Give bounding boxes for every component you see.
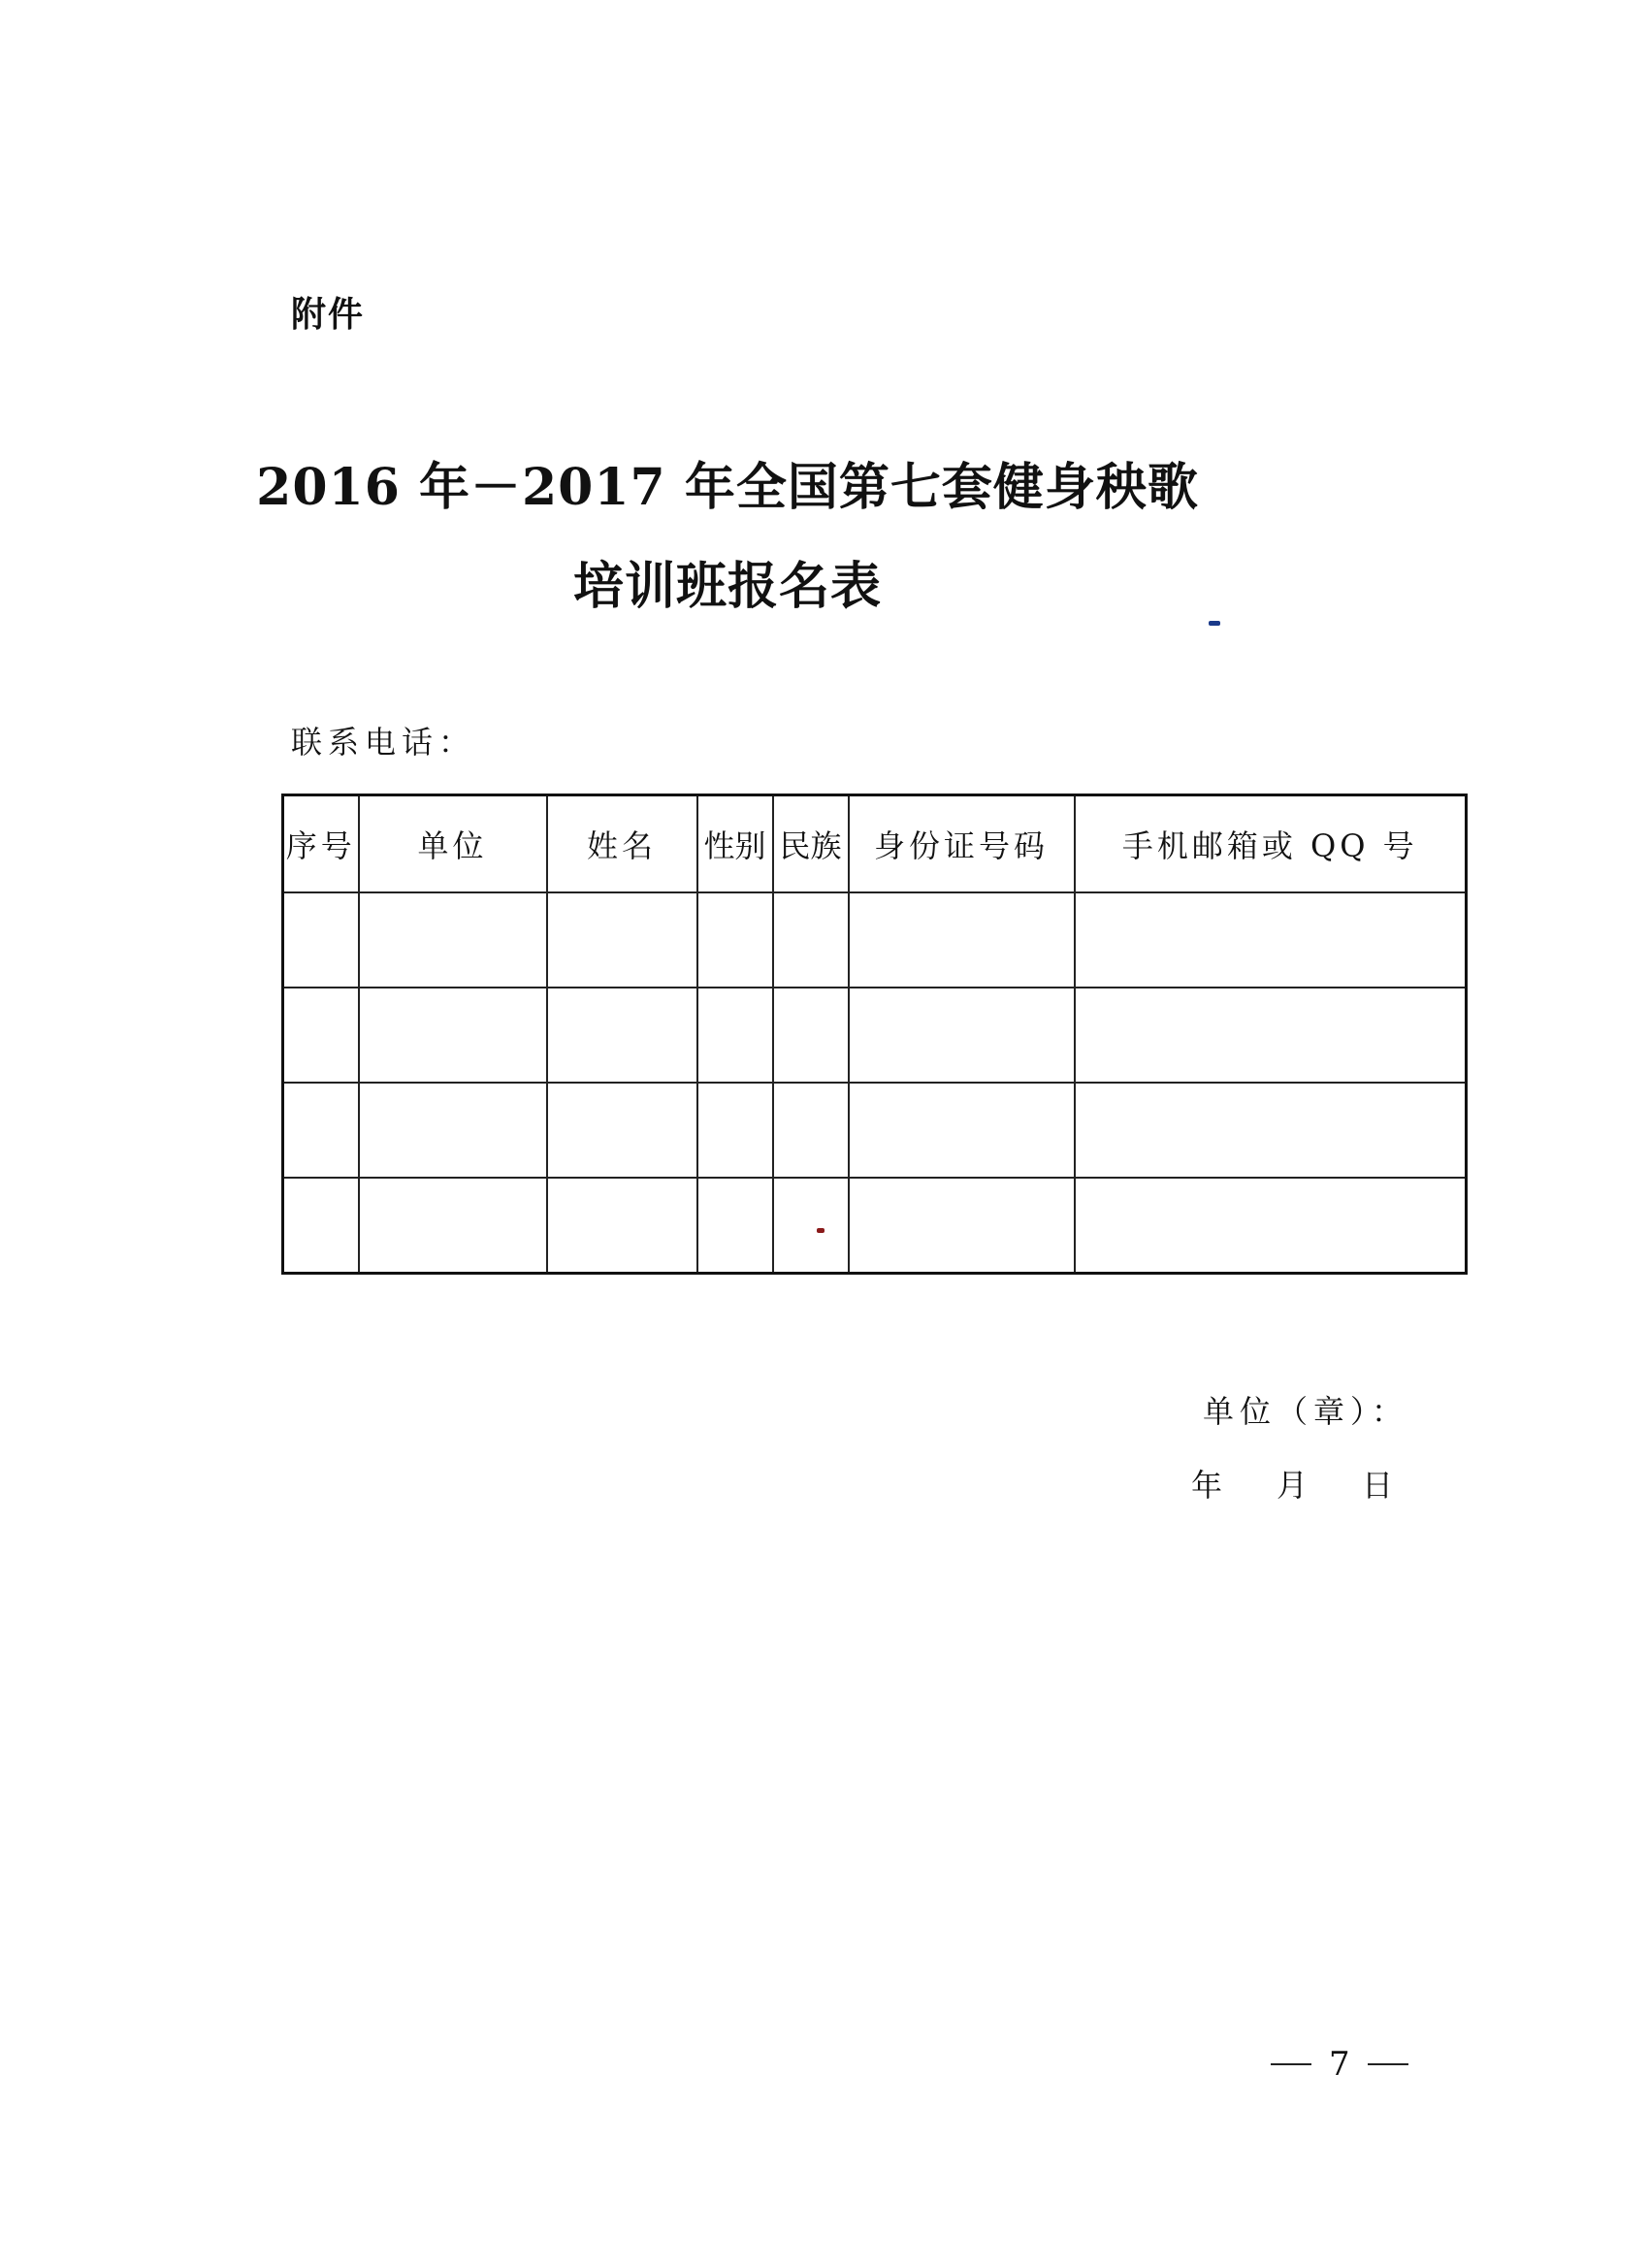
table-cell[interactable] [773,1178,849,1274]
table-cell[interactable] [1075,1178,1467,1274]
date-year-label: 年 [1191,1467,1223,1504]
table-cell[interactable] [359,988,547,1083]
registration-table [281,794,1468,1275]
date-month-label: 月 [1277,1467,1309,1504]
title-line-2: 培训班报名表 [572,557,882,616]
title-line-1: 2016 年－2017 年全国第七套健身秧歌 [256,458,1199,517]
table-cell[interactable] [547,892,697,988]
column-header-ethnicity: 民族 [773,795,849,893]
page-number-dash-left [1271,2063,1311,2065]
table-cell[interactable] [849,1178,1075,1274]
column-header-index: 序号 [283,795,359,893]
table-cell[interactable] [283,892,359,988]
attachment-label: 附件 [291,295,366,335]
table-cell[interactable] [773,892,849,988]
table-cell[interactable] [547,1178,697,1274]
table-cell[interactable] [283,1178,359,1274]
table-header-row [283,795,1467,893]
table-cell[interactable] [849,1083,1075,1178]
table-cell[interactable] [283,988,359,1083]
column-header-gender: 性别 [697,795,773,893]
table-row [283,988,1467,1083]
table-row [283,1178,1467,1274]
column-header-unit: 单位 [359,795,547,893]
table-cell[interactable] [849,988,1075,1083]
seal-label: 单位（章）： [1203,1393,1409,1430]
page-number-value: 7 [1329,2045,1350,2084]
table-cell[interactable] [1075,892,1467,988]
table-cell[interactable] [359,1178,547,1274]
table-cell[interactable] [849,892,1075,988]
column-header-contact: 手机邮箱或 QQ 号 [1075,795,1467,893]
scan-speck [817,1228,824,1233]
page-number-dash-right [1368,2063,1408,2065]
table-cell[interactable] [773,1083,849,1178]
table-cell[interactable] [359,1083,547,1178]
table-cell[interactable] [773,988,849,1083]
table-cell[interactable] [547,988,697,1083]
table-cell[interactable] [697,892,773,988]
table-cell[interactable] [1075,1083,1467,1178]
page-number [1271,2045,1408,2084]
contact-phone-label: 联系电话： [291,724,476,761]
table-cell[interactable] [697,1083,773,1178]
table-cell[interactable] [697,988,773,1083]
table-cell[interactable] [697,1178,773,1274]
table-cell[interactable] [1075,988,1467,1083]
table-row [283,892,1467,988]
table-cell[interactable] [283,1083,359,1178]
date-line [1191,1461,1393,1506]
table-row [283,1083,1467,1178]
table-cell[interactable] [359,892,547,988]
column-header-name: 姓名 [547,795,697,893]
column-header-id-number: 身份证号码 [849,795,1075,893]
table-cell[interactable] [547,1083,697,1178]
scan-speck [1209,621,1220,626]
date-day-label: 日 [1362,1467,1394,1504]
